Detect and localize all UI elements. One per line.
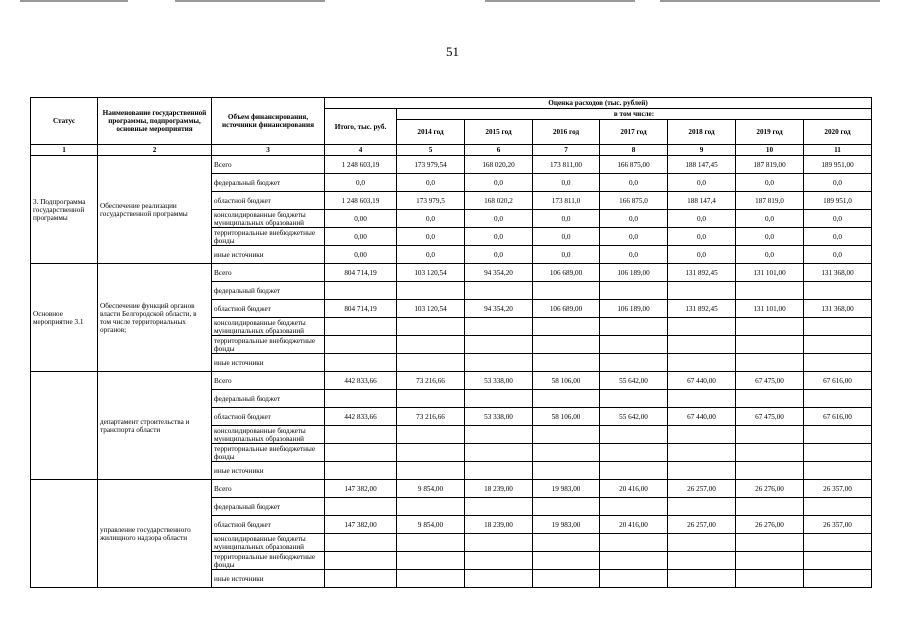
funding-source-cell: областной бюджет	[212, 516, 325, 534]
year-value-cell	[465, 354, 533, 372]
year-value-cell	[804, 336, 872, 354]
year-value-cell: 94 354,20	[465, 300, 533, 318]
year-value-cell	[533, 354, 600, 372]
year-value-cell	[668, 318, 736, 336]
total-value-cell	[325, 426, 397, 444]
total-value-cell: 0,00	[325, 246, 397, 264]
year-value-cell	[600, 498, 668, 516]
year-value-cell	[736, 390, 804, 408]
year-value-cell	[668, 570, 736, 588]
funding-source-cell: территориальные внебюджетные фонды	[212, 444, 325, 462]
year-value-cell	[397, 282, 465, 300]
year-value-cell: 103 120,54	[397, 264, 465, 282]
year-value-cell: 106 189,00	[600, 300, 668, 318]
year-value-cell	[397, 462, 465, 480]
column-number: 9	[668, 145, 736, 156]
year-value-cell	[533, 282, 600, 300]
total-value-cell	[325, 552, 397, 570]
program-name-cell: Обеспечение функций органов власти Белгородской области, в том числе территориальных органов;	[98, 264, 212, 372]
year-value-cell: 189 951,00	[804, 156, 872, 174]
year-value-cell: 58 106,00	[533, 372, 600, 390]
year-value-cell: 0,0	[397, 210, 465, 228]
year-value-cell: 19 983,00	[533, 516, 600, 534]
year-value-cell	[804, 498, 872, 516]
year-value-cell	[465, 282, 533, 300]
year-value-cell: 106 689,00	[533, 264, 600, 282]
year-value-cell	[600, 570, 668, 588]
year-value-cell	[397, 318, 465, 336]
funding-source-cell: территориальные внебюджетные фонды	[212, 336, 325, 354]
year-value-cell: 0,0	[736, 228, 804, 246]
funding-source-cell: Всего	[212, 264, 325, 282]
year-value-cell	[397, 570, 465, 588]
year-value-cell	[668, 498, 736, 516]
header-year: 2019 год	[736, 120, 804, 145]
year-value-cell: 166 875,00	[600, 156, 668, 174]
year-value-cell	[736, 462, 804, 480]
total-value-cell: 1 248 603,19	[325, 156, 397, 174]
expenditure-table	[30, 97, 872, 588]
year-value-cell: 20 416,00	[600, 480, 668, 498]
year-value-cell	[668, 354, 736, 372]
year-value-cell: 168 020,2	[465, 192, 533, 210]
year-value-cell: 9 854,00	[397, 516, 465, 534]
funding-source-cell: областной бюджет	[212, 408, 325, 426]
year-value-cell	[397, 426, 465, 444]
year-value-cell: 18 239,00	[465, 480, 533, 498]
year-value-cell	[600, 534, 668, 552]
total-value-cell	[325, 534, 397, 552]
year-value-cell: 0,0	[600, 228, 668, 246]
year-value-cell: 0,0	[397, 228, 465, 246]
year-value-cell	[600, 552, 668, 570]
column-number: 10	[736, 145, 804, 156]
year-value-cell: 9 854,00	[397, 480, 465, 498]
funding-source-cell: территориальные внебюджетные фонды	[212, 552, 325, 570]
program-name-cell: департамент строительства и транспорта области	[98, 372, 212, 480]
year-value-cell: 131 101,00	[736, 264, 804, 282]
header-year: 2017 год	[600, 120, 668, 145]
year-value-cell	[397, 354, 465, 372]
total-value-cell	[325, 282, 397, 300]
year-value-cell: 0,0	[668, 228, 736, 246]
year-value-cell	[397, 444, 465, 462]
header-total: Итого, тыс. руб.	[325, 109, 397, 145]
year-value-cell: 131 368,00	[804, 264, 872, 282]
year-value-cell: 26 276,00	[736, 516, 804, 534]
total-value-cell: 0,0	[325, 174, 397, 192]
total-value-cell	[325, 498, 397, 516]
year-value-cell	[397, 498, 465, 516]
year-value-cell: 0,0	[465, 246, 533, 264]
total-value-cell	[325, 318, 397, 336]
year-value-cell	[533, 462, 600, 480]
year-value-cell	[668, 534, 736, 552]
year-value-cell	[668, 282, 736, 300]
page-number: 51	[446, 44, 459, 59]
year-value-cell: 0,0	[736, 210, 804, 228]
year-value-cell: 55 642,00	[600, 408, 668, 426]
funding-source-cell: Всего	[212, 372, 325, 390]
table-row	[31, 480, 872, 498]
year-value-cell: 58 106,00	[533, 408, 600, 426]
year-value-cell: 0,0	[736, 174, 804, 192]
year-value-cell	[600, 426, 668, 444]
year-value-cell: 67 616,00	[804, 408, 872, 426]
year-value-cell	[736, 282, 804, 300]
column-number: 4	[325, 145, 397, 156]
year-value-cell	[465, 426, 533, 444]
year-value-cell	[804, 444, 872, 462]
year-value-cell	[465, 570, 533, 588]
year-value-cell: 0,0	[533, 210, 600, 228]
column-number: 8	[600, 145, 668, 156]
header-year: 2014 год	[397, 120, 465, 145]
year-value-cell	[736, 498, 804, 516]
year-value-cell	[736, 426, 804, 444]
total-value-cell: 804 714,19	[325, 264, 397, 282]
year-value-cell: 173 979,54	[397, 156, 465, 174]
header-year: 2018 год	[668, 120, 736, 145]
year-value-cell	[804, 426, 872, 444]
header-status: Статус	[31, 98, 98, 145]
year-value-cell	[736, 534, 804, 552]
total-value-cell	[325, 444, 397, 462]
year-value-cell: 73 216,66	[397, 372, 465, 390]
total-value-cell: 442 833,66	[325, 408, 397, 426]
year-value-cell: 188 147,45	[668, 156, 736, 174]
year-value-cell	[668, 336, 736, 354]
funding-source-cell: консолидированные бюджеты муниципальных образований	[212, 210, 325, 228]
year-value-cell	[804, 354, 872, 372]
year-value-cell	[600, 390, 668, 408]
year-value-cell: 173 811,0	[533, 192, 600, 210]
total-value-cell: 0,00	[325, 210, 397, 228]
year-value-cell	[804, 318, 872, 336]
funding-source-cell: федеральный бюджет	[212, 390, 325, 408]
funding-source-cell: консолидированные бюджеты муниципальных образований	[212, 534, 325, 552]
year-value-cell: 18 239,00	[465, 516, 533, 534]
program-name-cell: Обеспечение реализации государственной программы	[98, 156, 212, 264]
year-value-cell: 0,0	[533, 246, 600, 264]
funding-source-cell: Всего	[212, 480, 325, 498]
year-value-cell	[533, 498, 600, 516]
year-value-cell: 67 616,00	[804, 372, 872, 390]
column-number: 1	[31, 145, 98, 156]
funding-source-cell: иные источники	[212, 246, 325, 264]
column-number-row	[31, 145, 872, 156]
year-value-cell: 131 101,00	[736, 300, 804, 318]
column-number: 7	[533, 145, 600, 156]
year-value-cell	[465, 534, 533, 552]
year-value-cell: 67 475,00	[736, 372, 804, 390]
year-value-cell	[668, 462, 736, 480]
year-value-cell: 0,0	[600, 210, 668, 228]
year-value-cell: 67 440,00	[668, 372, 736, 390]
column-number: 2	[98, 145, 212, 156]
year-value-cell: 173 979,5	[397, 192, 465, 210]
header-year: 2020 год	[804, 120, 872, 145]
year-value-cell	[600, 336, 668, 354]
year-value-cell	[533, 534, 600, 552]
scan-edge-mark	[485, 0, 635, 2]
total-value-cell: 1 248 603,19	[325, 192, 397, 210]
year-value-cell: 168 020,20	[465, 156, 533, 174]
total-value-cell	[325, 390, 397, 408]
year-value-cell	[736, 444, 804, 462]
year-value-cell: 0,0	[600, 246, 668, 264]
year-value-cell	[397, 336, 465, 354]
header-name: Наименование государственной программы, подпрограммы, основные мероприятия	[98, 98, 212, 145]
year-value-cell: 0,0	[668, 210, 736, 228]
year-value-cell	[736, 570, 804, 588]
table-header	[31, 98, 872, 145]
year-value-cell: 0,0	[804, 228, 872, 246]
year-value-cell	[533, 444, 600, 462]
year-value-cell: 106 189,00	[600, 264, 668, 282]
year-value-cell: 26 357,00	[804, 516, 872, 534]
funding-source-cell: консолидированные бюджеты муниципальных образований	[212, 318, 325, 336]
year-value-cell: 26 257,00	[668, 516, 736, 534]
year-value-cell	[600, 354, 668, 372]
status-cell: 3. Подпрограмма государственной программы	[31, 156, 98, 264]
total-value-cell	[325, 570, 397, 588]
status-cell	[31, 372, 98, 480]
column-number: 11	[804, 145, 872, 156]
year-value-cell: 103 120,54	[397, 300, 465, 318]
funding-source-cell: федеральный бюджет	[212, 498, 325, 516]
year-value-cell: 173 811,00	[533, 156, 600, 174]
funding-source-cell: иные источники	[212, 462, 325, 480]
table-row	[31, 264, 872, 282]
year-value-cell	[600, 462, 668, 480]
year-value-cell: 0,0	[804, 246, 872, 264]
year-value-cell	[533, 318, 600, 336]
year-value-cell: 0,0	[465, 228, 533, 246]
year-value-cell	[533, 552, 600, 570]
year-value-cell	[736, 354, 804, 372]
year-value-cell	[804, 282, 872, 300]
year-value-cell	[533, 426, 600, 444]
status-cell	[31, 480, 98, 588]
year-value-cell	[465, 318, 533, 336]
funding-source-cell: иные источники	[212, 354, 325, 372]
funding-source-cell: иные источники	[212, 570, 325, 588]
year-value-cell: 131 892,45	[668, 264, 736, 282]
scan-edge-mark	[660, 0, 880, 2]
year-value-cell: 53 338,00	[465, 372, 533, 390]
year-value-cell: 26 276,00	[736, 480, 804, 498]
year-value-cell	[600, 318, 668, 336]
year-value-cell	[736, 318, 804, 336]
year-value-cell: 0,0	[397, 246, 465, 264]
year-value-cell: 166 875,0	[600, 192, 668, 210]
scan-edge-mark	[175, 0, 325, 2]
year-value-cell: 26 357,00	[804, 480, 872, 498]
program-name-cell: управление государственного жилищного надзора области	[98, 480, 212, 588]
year-value-cell: 187 819,0	[736, 192, 804, 210]
column-number: 6	[465, 145, 533, 156]
year-value-cell: 19 983,00	[533, 480, 600, 498]
year-value-cell	[397, 534, 465, 552]
year-value-cell	[668, 390, 736, 408]
header-including: в том числе:	[397, 109, 872, 120]
year-value-cell	[397, 552, 465, 570]
year-value-cell	[397, 390, 465, 408]
year-value-cell	[668, 444, 736, 462]
table-row	[31, 156, 872, 174]
year-value-cell: 0,0	[736, 246, 804, 264]
year-value-cell: 94 354,20	[465, 264, 533, 282]
year-value-cell: 0,0	[668, 174, 736, 192]
year-value-cell: 0,0	[533, 174, 600, 192]
year-value-cell: 131 892,45	[668, 300, 736, 318]
year-value-cell: 55 642,00	[600, 372, 668, 390]
header-estimate: Оценка расходов (тыс. рублей)	[325, 98, 872, 109]
year-value-cell: 67 475,00	[736, 408, 804, 426]
year-value-cell	[533, 390, 600, 408]
year-value-cell: 67 440,00	[668, 408, 736, 426]
year-value-cell	[600, 282, 668, 300]
year-value-cell: 0,0	[668, 246, 736, 264]
year-value-cell	[465, 336, 533, 354]
year-value-cell	[600, 444, 668, 462]
year-value-cell	[533, 570, 600, 588]
funding-source-cell: федеральный бюджет	[212, 174, 325, 192]
total-value-cell	[325, 336, 397, 354]
year-value-cell	[804, 552, 872, 570]
total-value-cell	[325, 462, 397, 480]
year-value-cell: 189 951,0	[804, 192, 872, 210]
year-value-cell	[804, 534, 872, 552]
column-number: 5	[397, 145, 465, 156]
header-year: 2015 год	[465, 120, 533, 145]
status-cell: Основное мероприятие 3.1	[31, 264, 98, 372]
year-value-cell	[804, 390, 872, 408]
total-value-cell: 804 714,19	[325, 300, 397, 318]
funding-source-cell: консолидированные бюджеты муниципальных образований	[212, 426, 325, 444]
year-value-cell: 20 416,00	[600, 516, 668, 534]
year-value-cell: 0,0	[397, 174, 465, 192]
year-value-cell	[465, 462, 533, 480]
year-value-cell	[736, 552, 804, 570]
year-value-cell	[736, 336, 804, 354]
year-value-cell: 0,0	[465, 174, 533, 192]
total-value-cell: 0,00	[325, 228, 397, 246]
year-value-cell: 26 257,00	[668, 480, 736, 498]
year-value-cell	[465, 444, 533, 462]
year-value-cell: 106 689,00	[533, 300, 600, 318]
year-value-cell	[668, 552, 736, 570]
year-value-cell: 0,0	[804, 174, 872, 192]
scan-edge-mark	[20, 0, 128, 2]
year-value-cell: 0,0	[804, 210, 872, 228]
total-value-cell: 442 833,66	[325, 372, 397, 390]
header-financing: Объем финансирования, источники финансирования	[212, 98, 325, 145]
year-value-cell	[465, 390, 533, 408]
year-value-cell	[668, 426, 736, 444]
total-value-cell: 147 382,00	[325, 516, 397, 534]
year-value-cell: 53 338,00	[465, 408, 533, 426]
funding-source-cell: федеральный бюджет	[212, 282, 325, 300]
year-value-cell	[804, 570, 872, 588]
funding-source-cell: областной бюджет	[212, 300, 325, 318]
table-row	[31, 372, 872, 390]
year-value-cell: 188 147,4	[668, 192, 736, 210]
year-value-cell	[533, 336, 600, 354]
year-value-cell: 0,0	[600, 174, 668, 192]
year-value-cell: 0,0	[465, 210, 533, 228]
year-value-cell: 131 368,00	[804, 300, 872, 318]
year-value-cell: 0,0	[533, 228, 600, 246]
year-value-cell: 187 819,00	[736, 156, 804, 174]
year-value-cell	[465, 498, 533, 516]
header-year: 2016 год	[533, 120, 600, 145]
funding-source-cell: Всего	[212, 156, 325, 174]
year-value-cell	[465, 552, 533, 570]
year-value-cell	[804, 462, 872, 480]
total-value-cell	[325, 354, 397, 372]
column-number: 3	[212, 145, 325, 156]
year-value-cell: 73 216,66	[397, 408, 465, 426]
funding-source-cell: территориальные внебюджетные фонды	[212, 228, 325, 246]
funding-source-cell: областной бюджет	[212, 192, 325, 210]
total-value-cell: 147 382,00	[325, 480, 397, 498]
